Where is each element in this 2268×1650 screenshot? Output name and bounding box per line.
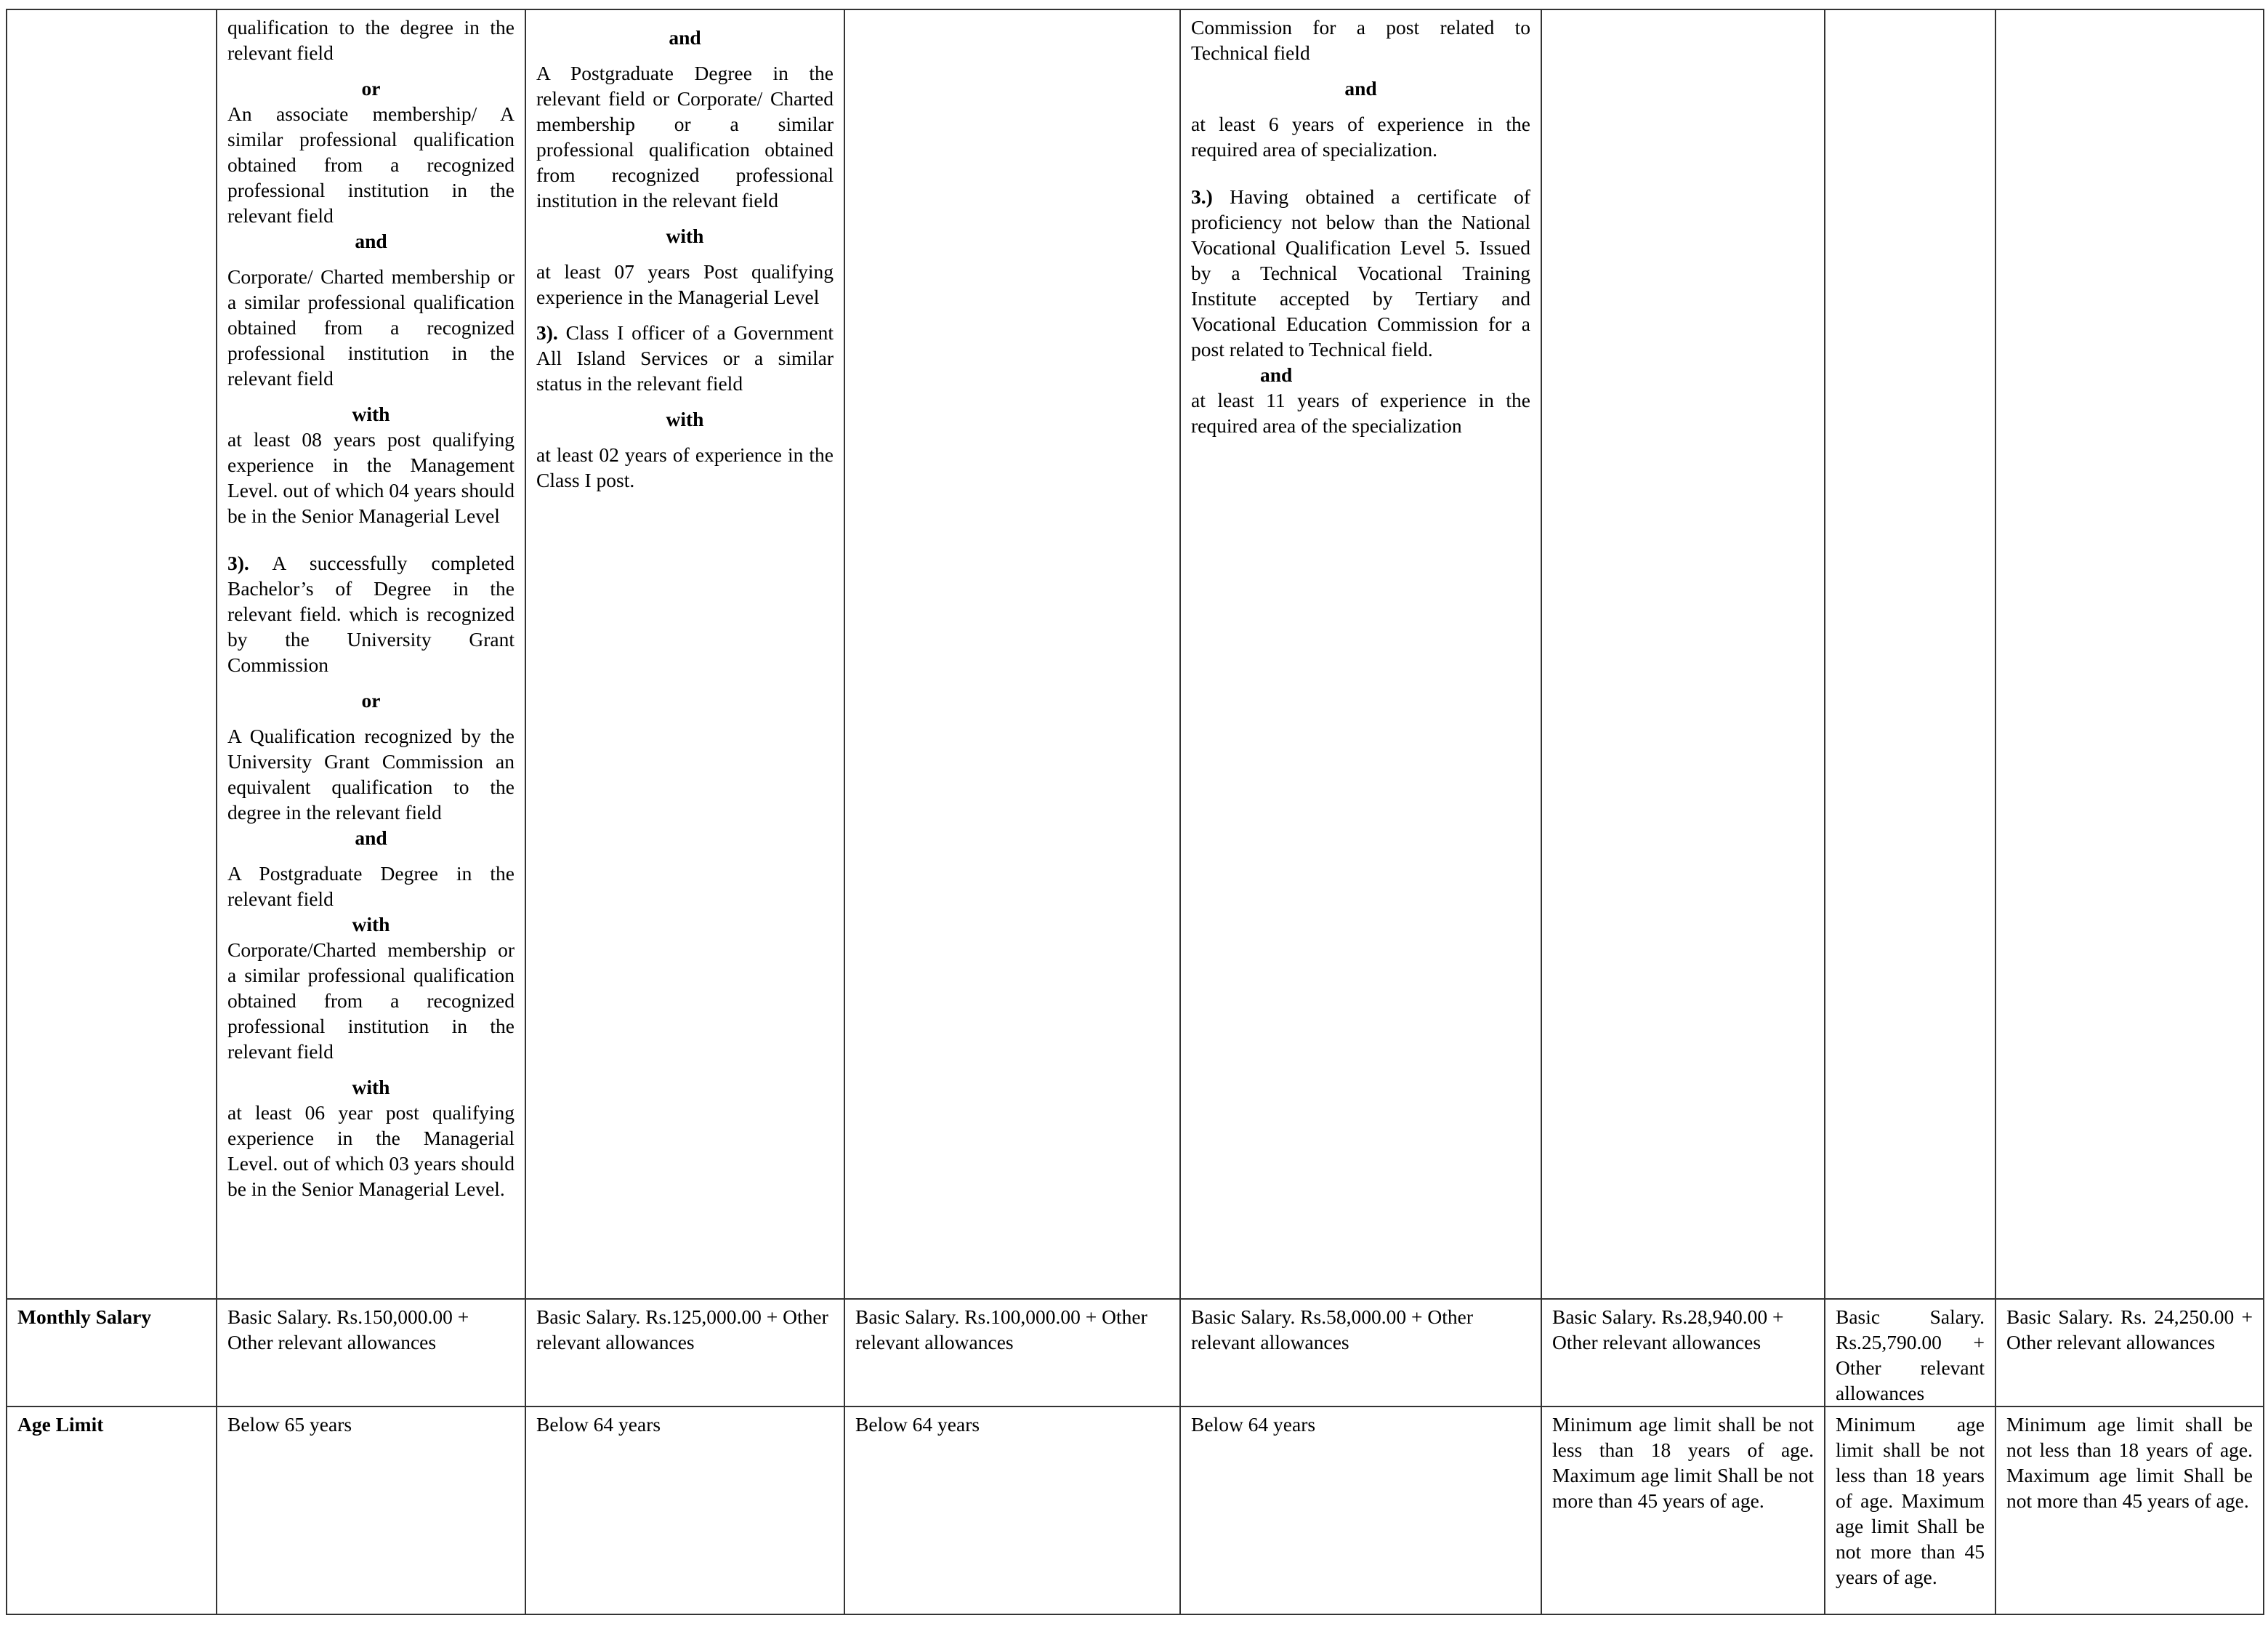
qualification-text: qualification to the degree in the relevant field bbox=[227, 16, 514, 64]
qualification-cell-3 bbox=[844, 9, 1180, 1299]
salary-label: Monthly Salary bbox=[7, 1299, 217, 1406]
age-value: Minimum age limit shall be not less than 18 years of age. Maximum age limit Shall be not more than 45 years of age. bbox=[1541, 1406, 1825, 1614]
qualification-text: at least 02 years of experience in the Class I post. bbox=[536, 443, 834, 491]
qualification-cell-4 bbox=[1180, 9, 1541, 1299]
connector-and: and bbox=[1260, 363, 1293, 386]
qualification-text: at least 08 years post qualifying experience in the Management Level. out of which 04 years should be in the Senior Managerial Level bbox=[227, 428, 514, 527]
qualification-text: A successfully completed Bachelor’s of Degree in the relevant field. which is recognized by the University Grant Commission bbox=[227, 552, 514, 676]
qualification-cell-7 bbox=[1995, 9, 2264, 1299]
qualification-text: at least 11 years of experience in the required area of the specialization bbox=[1191, 389, 1530, 437]
salary-value: Basic Salary. Rs.58,000.00 + Other relevant allowances bbox=[1180, 1299, 1541, 1406]
qualification-cell-1 bbox=[217, 9, 525, 1299]
salary-value: Basic Salary. Rs.100,000.00 + Other relevant allowances bbox=[844, 1299, 1180, 1406]
qualification-text: A Postgraduate Degree in the relevant field or Corporate/ Charted membership or a similar professional qualification obtained from recognized professional institution in the relevant field bbox=[536, 62, 834, 212]
age-row bbox=[7, 1406, 2264, 1614]
clause-number: 3). bbox=[536, 321, 558, 344]
clause-number: 3.) bbox=[1191, 185, 1213, 208]
qualification-text: at least 06 year post qualifying experience in the Managerial Level. out of which 03 years should be in the Senior Managerial Level. bbox=[227, 1101, 514, 1200]
qualification-text: Class I officer of a Government All Island Services or a similar status in the relevant field bbox=[536, 321, 834, 395]
age-label: Age Limit bbox=[7, 1406, 217, 1614]
qualification-paragraph bbox=[1191, 184, 1530, 362]
qualification-text: An associate membership/ A similar professional qualification obtained from a recognized professional institution in the relevant field bbox=[227, 102, 514, 227]
qualification-paragraph bbox=[536, 320, 834, 396]
qualification-text: Corporate/ Charted membership or a similar professional qualification obtained from a recognized professional institution in the relevant field bbox=[227, 265, 514, 390]
qualification-cell-2 bbox=[525, 9, 844, 1299]
connector-or: or bbox=[361, 689, 381, 712]
qualification-text: Commission for a post related to Technical field bbox=[1191, 16, 1530, 64]
connector-with: with bbox=[352, 1076, 390, 1098]
qualification-text: Corporate/Charted membership or a similar professional qualification obtained from a recognized professional institution in the relevant field bbox=[227, 938, 514, 1063]
age-value: Minimum age limit shall be not less than 18 years of age. Maximum age limit Shall be not more than 45 years of age. bbox=[1995, 1406, 2264, 1614]
row-label-empty bbox=[7, 9, 217, 1299]
qualification-cell-6 bbox=[1825, 9, 1995, 1299]
qualification-text: A Qualification recognized by the University Grant Commission an equivalent qualification to the degree in the relevant field bbox=[227, 725, 514, 824]
qualification-text: at least 07 years Post qualifying experience in the Managerial Level bbox=[536, 260, 834, 308]
age-value: Minimum age limit shall be not less than 18 years of age. Maximum age limit Shall be not more than 45 years of age. bbox=[1825, 1406, 1995, 1614]
connector-and: and bbox=[355, 230, 387, 252]
salary-value: Basic Salary. Rs.25,790.00 + Other relevant allowances bbox=[1825, 1299, 1995, 1406]
salary-value: Basic Salary. Rs.125,000.00 + Other relevant allowances bbox=[525, 1299, 844, 1406]
qualification-text: A Postgraduate Degree in the relevant field bbox=[227, 862, 514, 910]
salary-row bbox=[7, 1299, 2264, 1406]
age-value: Below 65 years bbox=[217, 1406, 525, 1614]
clause-number: 3). bbox=[227, 552, 249, 574]
qualification-text: at least 6 years of experience in the required area of specialization. bbox=[1191, 113, 1530, 161]
connector-with: with bbox=[666, 408, 704, 430]
connector-and: and bbox=[355, 826, 387, 849]
salary-value: Basic Salary. Rs.28,940.00 + Other relevant allowances bbox=[1541, 1299, 1825, 1406]
connector-with: with bbox=[352, 403, 390, 425]
age-value: Below 64 years bbox=[1180, 1406, 1541, 1614]
requirements-table bbox=[6, 9, 2264, 1615]
qualification-cell-5 bbox=[1541, 9, 1825, 1299]
connector-and: and bbox=[1344, 77, 1377, 100]
salary-value: Basic Salary. Rs. 24,250.00 + Other relevant allowances bbox=[1995, 1299, 2264, 1406]
age-value: Below 64 years bbox=[525, 1406, 844, 1614]
connector-with: with bbox=[352, 913, 390, 935]
connector-or: or bbox=[361, 77, 381, 100]
salary-value: Basic Salary. Rs.150,000.00 + Other relevant allowances bbox=[217, 1299, 525, 1406]
qualification-paragraph bbox=[227, 550, 514, 677]
connector-and: and bbox=[669, 26, 701, 49]
qualification-text: Having obtained a certificate of proficiency not below than the National Vocational Qualification Level 5. Issued by a Technical Vocational Training Institute accepted by Tertiary and Vocational Education Commission for a post related to Technical field. bbox=[1191, 185, 1531, 361]
age-value: Below 64 years bbox=[844, 1406, 1180, 1614]
connector-with: with bbox=[666, 225, 704, 247]
qualifications-row bbox=[7, 9, 2264, 1299]
